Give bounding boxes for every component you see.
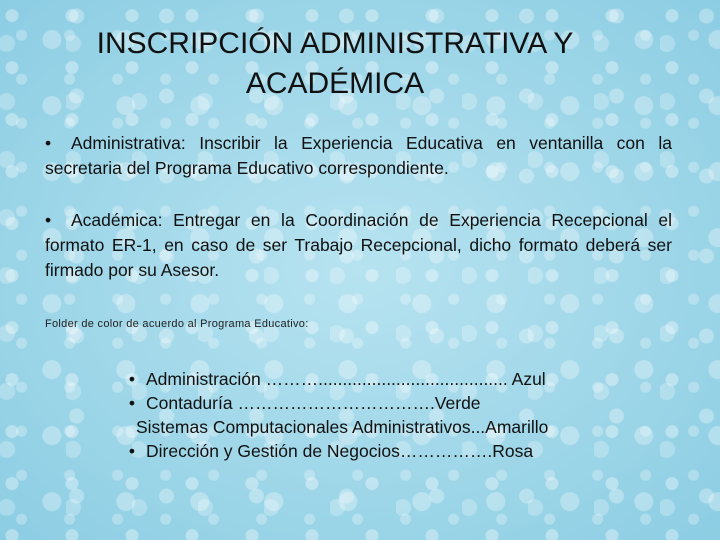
academica-label: Académica	[71, 210, 158, 230]
bullet-icon: •	[128, 441, 136, 461]
list-item-text: Administración ………....................................... Azul	[146, 369, 546, 389]
bullet-icon: •	[45, 133, 52, 153]
administrativa-text: : Inscribir la Experiencia Educativa en ventanilla con la secretaria del Programa Educativo correspondiente.	[45, 133, 672, 178]
page-title	[0, 24, 670, 104]
list-item	[118, 391, 638, 415]
administrativa-label: Administrativa	[71, 133, 181, 153]
title-line-2: ACADÉMICA	[245, 67, 425, 100]
folder-color-intro: Folder de color de acuerdo al Programa Educativo:	[45, 318, 309, 330]
academica-paragraph	[45, 208, 672, 283]
list-item-text: Dirección y Gestión de Negocios…………….Rosa	[146, 441, 534, 461]
list-item	[118, 439, 638, 463]
title-line-1: INSCRIPCIÓN ADMINISTRATIVA Y	[96, 27, 574, 60]
bullet-icon: •	[45, 210, 52, 230]
bullet-icon: •	[128, 369, 136, 389]
program-color-list	[118, 367, 638, 463]
administrativa-paragraph	[45, 131, 672, 181]
academica-text: : Entregar en la Coordinación de Experiencia Recepcional el formato ER-1, en caso de ser Trabajo Recepcional, dicho formato deberá ser firmado por su Asesor.	[45, 210, 672, 280]
bullet-icon: •	[128, 393, 136, 413]
list-item	[118, 367, 638, 391]
list-item-text: Sistemas Computacionales Administrativos...Amarillo	[136, 417, 549, 437]
list-item	[118, 415, 638, 439]
list-item-text: Contaduría …………………………….Verde	[146, 393, 481, 413]
